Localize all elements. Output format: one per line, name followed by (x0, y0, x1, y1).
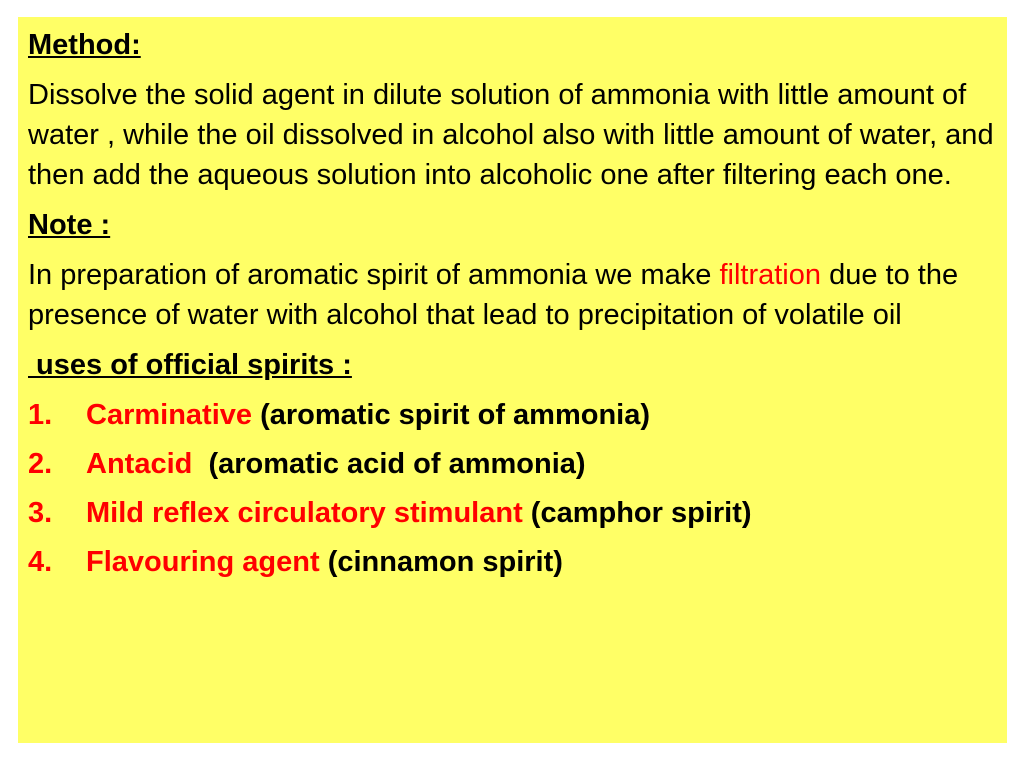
uses-list-item (28, 542, 998, 582)
note-highlight: filtration (719, 259, 822, 291)
item-number: 1. (28, 399, 53, 431)
item-use: Antacid (86, 448, 193, 480)
item-use: Mild reflex circulatory stimulant (86, 497, 523, 529)
item-example: (aromatic spirit of ammonia) (252, 399, 651, 431)
item-number: 4. (28, 546, 53, 578)
note-text-before: In preparation of aromatic spirit of ammonia we make (28, 259, 720, 291)
note-text-after: due to the presence of water with alcohol that lead to precipitation of volatile oil (28, 259, 959, 331)
item-use: Flavouring agent (86, 546, 320, 578)
item-text (86, 444, 586, 484)
method-heading: Method: (28, 29, 141, 61)
uses-heading: uses of official spirits : (28, 349, 352, 381)
slide-content (28, 25, 998, 591)
item-example: (aromatic acid of ammonia) (192, 448, 586, 480)
item-number: 2. (28, 448, 53, 480)
slide (18, 17, 1007, 743)
item-number: 3. (28, 497, 53, 529)
item-text (86, 395, 650, 435)
note-heading: Note : (28, 209, 111, 241)
note-paragraph (28, 255, 998, 335)
uses-list-item (28, 444, 998, 484)
uses-list-item (28, 395, 998, 435)
item-text (86, 542, 563, 582)
item-example: (cinnamon spirit) (319, 546, 563, 578)
uses-list (28, 395, 998, 582)
uses-list-item (28, 493, 998, 533)
item-use: Carminative (86, 399, 253, 431)
method-text: Dissolve the solid agent in dilute solution of ammonia with little amount of water , while the oil dissolved in alcohol also with little amount of water, and then add the aqueous solution into alcoholic one after filtering each one. (28, 79, 994, 191)
item-example: (camphor spirit) (522, 497, 752, 529)
item-text (86, 493, 752, 533)
